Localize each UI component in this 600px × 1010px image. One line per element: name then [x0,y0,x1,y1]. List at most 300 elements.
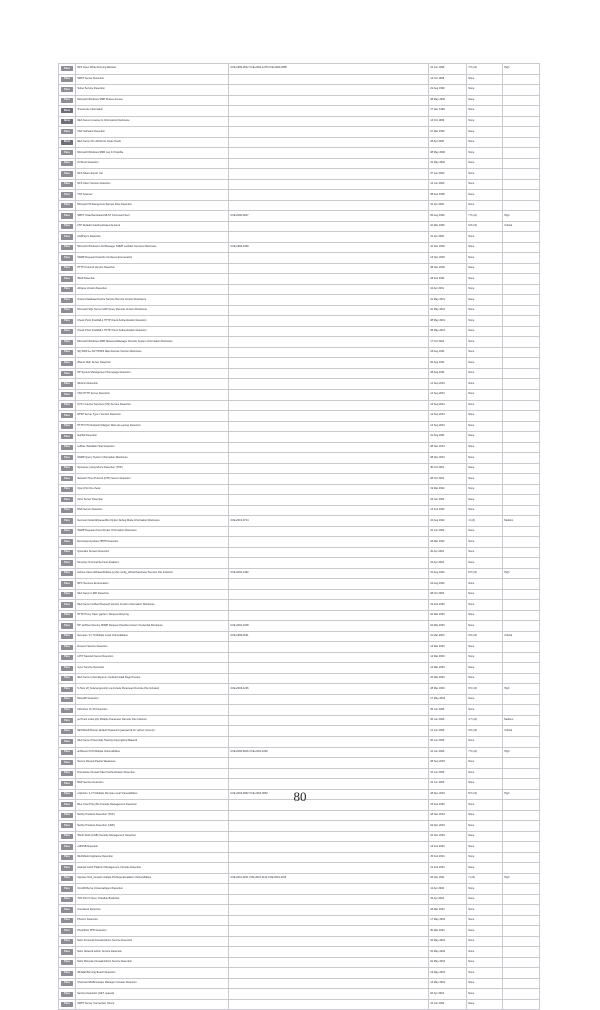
plugin-name-cell: Web Server LDID Detection [76,589,229,600]
table-row [59,137,540,148]
date-cell: 13 Feb 2004 [429,842,467,853]
cvss-cell: None [467,127,503,138]
cvss-cell: None [467,968,503,979]
cvss-cell: None [467,936,503,947]
cvss-cell: None [467,421,503,432]
date-cell: 22 Aug 1999 [429,85,467,96]
cve-cell [229,852,429,863]
table-row [59,442,540,453]
result-badge-pass: Pass [61,666,72,671]
result-badge-pass: Pass [61,550,72,555]
table-row [59,579,540,590]
plugin-name-cell: SNMP Request Network Interfaces Enumeration [76,253,229,264]
result-cell [59,852,76,863]
severity-cell [503,400,540,411]
cvss-cell: 4.7 (v3) [467,715,503,726]
table-row [59,432,540,443]
cvss-cell: None [467,242,503,253]
severity-cell [503,526,540,537]
cve-cell [229,200,429,211]
cve-cell: CVE-2002-1492 [229,568,429,579]
cve-cell [229,947,429,958]
cve-cell [229,726,429,737]
result-cell [59,631,76,642]
result-badge-pass: Pass [61,66,72,71]
plugin-name-cell: IsaHttd Detection [76,432,229,443]
plugin-name-cell: Web Server reverse its Information Disclosure [76,116,229,127]
cve-cell [229,400,429,411]
cvss-cell: None [467,800,503,811]
result-badge-pass: Pass [61,760,72,765]
date-cell: 28 Apr 2000 [429,137,467,148]
plugin-name-cell: Microsoft Windows LAN Manager SNMP LanMan Services Disclosure [76,242,229,253]
table-row [59,821,540,832]
result-badge-none: None [61,140,72,145]
result-badge-pass: Pass [61,403,72,408]
table-row [59,884,540,895]
result-cell [59,127,76,138]
plugin-name-cell: CoreNews Detection [76,905,229,916]
plugin-name-cell: Authex-class elfcldeselfcldsite.js php config_ulhost Parameter Remote File Inclusion [76,568,229,579]
plugin-name-cell: FTP Default Unauthenticated Account [76,221,229,232]
plugin-name-cell: Nativ Personal Firewall Admin Service Detection [76,936,229,947]
result-badge-pass: Pass [61,413,72,418]
vulnerability-results-table [58,63,540,1010]
plugin-name-cell: S-Hem off_bvla langscurity req include Parameter Remote File Inclusion [76,684,229,695]
table-row [59,169,540,180]
date-cell: 03 Jan 2002 [429,495,467,506]
result-cell [59,463,76,474]
severity-cell [503,642,540,653]
cvss-cell: None [467,758,503,769]
date-cell: 30 Oct 2001 [429,463,467,474]
cvss-cell: None [467,432,503,443]
plugin-name-cell: Appstex.html_sunadv multiple Privilege Escalation Vulnerabilities [76,873,229,884]
plugin-name-cell: Nativ Network Admin Service Detection [76,947,229,958]
result-badge-pass: Pass [61,623,72,628]
table-row [59,85,540,96]
plugin-name-cell: Phorum Detection [76,915,229,926]
cve-cell [229,779,429,790]
cve-cell [229,74,429,85]
result-badge-pass: Pass [61,161,72,166]
cve-cell [229,253,429,264]
table-row [59,663,540,674]
table-row [59,810,540,821]
severity-cell: High [503,684,540,695]
date-cell: 04 Mar 2003 [429,621,467,632]
table-body [59,64,540,1010]
date-cell: 22 Aug 2002 [429,568,467,579]
cve-cell: CVE-1999-0512 CVE-2002-1278 CVE-2000-0585 [229,64,429,75]
table-row [59,852,540,863]
result-cell [59,253,76,264]
plugin-name-cell: HP JetDirect Device SNMP Request Checktext lorem Credential Disclosure [76,621,229,632]
cvss-cell: 8.5 (v3) [467,684,503,695]
plugin-name-cell: Microsoft SQL Server UDP Query Remote Version Disclosure [76,305,229,316]
cvss-cell: None [467,737,503,748]
cve-cell [229,484,429,495]
severity-cell [503,673,540,684]
result-cell [59,232,76,243]
result-badge-pass: Pass [61,781,72,786]
cve-cell [229,505,429,516]
cve-cell [229,116,429,127]
cve-cell [229,463,429,474]
severity-cell [503,831,540,842]
table-row [59,253,540,264]
cvss-cell: None [467,999,503,1010]
result-badge-pass: Pass [61,813,72,818]
severity-cell [503,358,540,369]
severity-cell [503,705,540,716]
severity-cell [503,305,540,316]
date-cell: 14 Mar 2003 [429,663,467,674]
date-cell: 06 Jun 2003 [429,715,467,726]
result-cell [59,610,76,621]
table-row [59,568,540,579]
severity-cell [503,957,540,968]
date-cell: 06 Apr 2004 [429,989,467,1000]
result-cell [59,873,76,884]
plugin-name-cell: Open Port Re-check [76,484,229,495]
result-cell [59,884,76,895]
table-row [59,589,540,600]
date-cell: 17 Oct 2001 [429,337,467,348]
date-cell: 08 May 2000 [429,95,467,106]
result-badge-pass: Pass [61,992,72,997]
cvss-cell: None [467,295,503,306]
result-cell [59,999,76,1010]
plugin-name-cell: achNews CVS Multiple Vulnerabilities [76,747,229,758]
severity-cell: High [503,747,540,758]
cve-cell [229,821,429,832]
result-cell [59,810,76,821]
cve-cell [229,432,429,443]
table-row [59,190,540,201]
date-cell: 23 Aug 2001 [429,347,467,358]
severity-cell: High [503,789,540,800]
date-cell: 08 Nov 2001 [429,442,467,453]
plugin-name-cell: Microsoft Windows SMB Log In Possible [76,148,229,159]
cvss-cell: None [467,137,503,148]
table-row [59,947,540,958]
cve-cell [229,411,429,422]
table-row [59,95,540,106]
table-row [59,989,540,1000]
cvss-cell: None [467,474,503,485]
cvss-cell: None [467,863,503,874]
result-cell [59,526,76,537]
result-badge-pass: Pass [61,581,72,586]
severity-cell [503,179,540,190]
result-badge-pass: Pass [61,613,72,618]
date-cell: 04 Nov 2004 [429,821,467,832]
table-row [59,842,540,853]
plugin-name-cell: Microsoft Windows SMB Shares Access [76,95,229,106]
plugin-name-cell: SNMP Query System Information Disclosure [76,453,229,464]
result-badge-pass: Pass [61,739,72,744]
result-cell [59,726,76,737]
date-cell: 19 Feb 2003 [429,600,467,611]
severity-cell [503,463,540,474]
result-cell [59,64,76,75]
result-cell [59,568,76,579]
table-row [59,358,540,369]
severity-cell: Medium [503,516,540,527]
severity-cell [503,905,540,916]
date-cell: 10 Mar 2000 [429,221,467,232]
date-cell: 10 Apr 2000 [429,200,467,211]
date-cell: 02 May 2004 [429,947,467,958]
cve-cell [229,442,429,453]
result-cell [59,326,76,337]
result-cell [59,474,76,485]
severity-cell [503,347,540,358]
cve-cell [229,368,429,379]
plugin-name-cell: Gemtest NetworkQueueMon Option Debug Mode Information Disclosure [76,516,229,527]
severity-cell [503,274,540,285]
result-cell [59,737,76,748]
date-cell: 13 Oct 1999 [429,116,467,127]
severity-cell [503,737,540,748]
date-cell: 17 May 2004 [429,915,467,926]
plugin-name-cell: L2TP Network Server Detection [76,652,229,663]
cvss-cell: None [467,495,503,506]
result-cell [59,936,76,947]
result-badge-pass: Pass [61,424,72,429]
result-cell [59,652,76,663]
cvss-cell: None [467,957,503,968]
table-row [59,484,540,495]
severity-cell [503,758,540,769]
severity-cell [503,127,540,138]
table-row [59,284,540,295]
cve-cell [229,190,429,201]
plugin-name-cell: HTTP NTC Endpoint Mapper Web-rpc-epmap Detection [76,421,229,432]
cvss-cell: None [467,652,503,663]
cvss-cell: None [467,389,503,400]
date-cell: 16 Aug 2002 [429,516,467,527]
severity-cell [503,621,540,632]
table-row [59,694,540,705]
cvss-cell: 4 (v3) [467,516,503,527]
plugin-name-cell: RPC Services Enumeration [76,579,229,590]
plugin-name-cell: HTTP Protocol Version Detection [76,263,229,274]
table-row [59,558,540,569]
cve-cell [229,106,429,117]
table-row [59,747,540,758]
result-badge-pass: Pass [61,918,72,923]
date-cell: 10 May 2000 [429,158,467,169]
table-row [59,158,540,169]
cve-cell [229,495,429,506]
severity-cell [503,768,540,779]
plugin-name-cell: Microsoft Windows SMB NativeLanManager Remote System Information Disclosure [76,337,229,348]
cvss-cell: None [467,95,503,106]
plugin-name-cell: Microsoft IIS Dangerous Sample Files Detection [76,200,229,211]
severity-cell [503,389,540,400]
result-badge-pass: Pass [61,171,72,176]
result-badge-pass: Pass [61,771,72,776]
cve-cell [229,758,429,769]
table-row [59,631,540,642]
date-cell: 13 May 2004 [429,978,467,989]
date-cell: 04 Aug 2002 [429,579,467,590]
cve-cell [229,894,429,905]
plugin-name-cell: WebShield Appliance Detection [76,852,229,863]
cve-cell [229,768,429,779]
result-badge-pass: Pass [61,392,72,397]
date-cell: 13 Nov 2000 [429,253,467,264]
result-badge-pass: Pass [61,224,72,229]
cvss-cell: None [467,905,503,916]
cvss-cell: 8.5 (v3) [467,789,503,800]
date-cell: 08 Nov 2001 [429,453,467,464]
cvss-cell: None [467,379,503,390]
cvss-cell: None [467,947,503,958]
cve-cell [229,305,429,316]
plugin-name-cell: Check Point FireWall-1 HTTP Client Authentication Detection [76,316,229,327]
plugin-name-cell: Citrix Server Detection [76,495,229,506]
table-row [59,232,540,243]
severity-cell [503,474,540,485]
severity-cell [503,316,540,327]
table-row [59,106,540,117]
table-row [59,999,540,1010]
date-cell: 28 Feb 2008 [429,190,467,201]
date-cell: 22 Aug 2001 [429,432,467,443]
plugin-name-cell: Blue Coat ProxySG Console Management Detection [76,800,229,811]
date-cell: 16 Jun 2003 [429,768,467,779]
severity-cell [503,453,540,464]
result-badge-none: None [61,119,72,124]
result-cell [59,715,76,726]
cve-cell [229,474,429,485]
result-cell [59,642,76,653]
result-cell [59,389,76,400]
result-badge-pass: Pass [61,949,72,954]
cvss-cell: None [467,326,503,337]
plugin-name-cell: NetOp Products Detection (TCP) [76,810,229,821]
plugin-name-cell: DNS Server Detection [76,505,229,516]
severity-cell [503,547,540,558]
severity-cell [503,652,540,663]
cve-cell [229,905,429,916]
result-badge-pass: Pass [61,865,72,870]
plugin-name-cell: Web Server phconfigured - Default Install Page Present [76,673,229,684]
result-cell [59,337,76,348]
severity-cell: High [503,211,540,222]
cvss-cell: None [467,305,503,316]
plugin-name-cell: Service Detection (GET request) [76,989,229,1000]
result-cell [59,968,76,979]
table-row [59,74,540,85]
result-badge-pass: Pass [61,560,72,565]
severity-cell [503,589,540,600]
result-badge-pass: Pass [61,645,72,650]
date-cell: 22 Jun 2003 [429,779,467,790]
table-row [59,368,540,379]
cve-cell: CVE-2004-3952 CVE-2004-3952 [229,789,429,800]
result-badge-pass: Pass [61,382,72,387]
severity-cell [503,884,540,895]
cve-cell [229,978,429,989]
result-badge-pass: Pass [61,255,72,260]
severity-cell [503,968,540,979]
table-row [59,779,540,790]
plugin-name-cell: CVS / Internet Services (CS) Service Detection [76,400,229,411]
severity-cell [503,852,540,863]
cve-cell: CVE-2006-6916 CVE-2001-1090 [229,747,429,758]
cvss-cell: None [467,274,503,285]
result-cell [59,821,76,832]
table-row [59,894,540,905]
result-badge-pass: Pass [61,298,72,303]
result-cell [59,200,76,211]
cve-cell [229,274,429,285]
result-cell [59,116,76,127]
result-badge-pass: Pass [61,213,72,218]
table-row [59,474,540,485]
cve-cell: CVE-1999-0499 [229,242,429,253]
cve-cell [229,263,429,274]
plugin-name-cell: Web Server Potentially Hosting Copyrighted Material [76,737,229,748]
date-cell: 08 May 2001 [429,316,467,327]
plugin-name-cell: SMTP Server Detection [76,74,229,85]
result-cell [59,242,76,253]
date-cell: 19 Mar 2002 [429,484,467,495]
cvss-cell: None [467,263,503,274]
cve-cell [229,705,429,716]
result-badge-pass: Pass [61,266,72,271]
plugin-name-cell: HTTP Proxy Open gopher / Request Retyring [76,610,229,621]
cvss-cell: 7.5 (v2) [467,64,503,75]
result-cell [59,221,76,232]
date-cell: 14 Sep 2001 [429,411,467,422]
result-badge-pass: Pass [61,539,72,544]
cvss-cell: None [467,821,503,832]
cvss-cell: None [467,484,503,495]
severity-cell [503,85,540,96]
result-badge-pass: Pass [61,844,72,849]
table-row [59,242,540,253]
cve-cell [229,137,429,148]
result-badge-pass: Pass [61,150,72,155]
result-cell [59,831,76,842]
table-row [59,600,540,611]
result-cell [59,505,76,516]
date-cell: 03 Mar 2002 [429,537,467,548]
cvss-cell: None [467,232,503,243]
date-cell: 10 Apr 2001 [429,284,467,295]
plugin-name-cell: WinMail Burning Beach Detection [76,968,229,979]
cvss-cell: None [467,537,503,548]
date-cell: 12 Jun 2003 [429,726,467,737]
table-row [59,516,540,527]
result-badge-pass: Pass [61,571,72,576]
table-row [59,831,540,842]
result-cell [59,347,76,358]
cve-cell [229,663,429,674]
date-cell: 02 Mar 2003 [429,610,467,621]
cvss-cell: None [467,810,503,821]
cvss-cell: None [467,663,503,674]
cve-cell [229,915,429,926]
severity-cell [503,558,540,569]
date-cell: 05 Aug 2000 [429,211,467,222]
result-cell [59,305,76,316]
